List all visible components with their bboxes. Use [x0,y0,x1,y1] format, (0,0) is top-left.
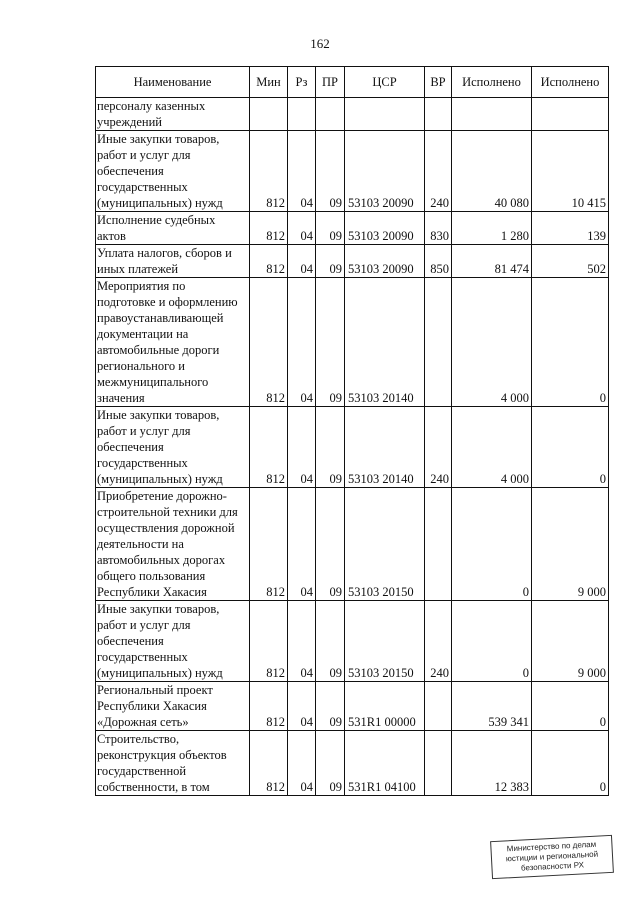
header-pr: ПР [316,67,345,98]
table-row [96,488,609,601]
cell-pr: 09 [316,601,345,682]
table-row [96,212,609,245]
cell-name: Иные закупки товаров, работ и услуг для обеспечения государственных (муниципальных) нужд [96,601,250,682]
cell-executed-2: 0 [532,682,609,731]
cell-executed-1: 4 000 [452,407,532,488]
cell-min [250,98,288,131]
cell-rz [288,98,316,131]
cell-executed-2: 139 [532,212,609,245]
cell-executed-1: 12 383 [452,731,532,796]
table-row [96,601,609,682]
cell-csr: 53103 20140 [345,278,425,407]
cell-csr: 53103 20150 [345,488,425,601]
cell-executed-1: 0 [452,601,532,682]
cell-executed-2 [532,98,609,131]
cell-executed-2: 0 [532,731,609,796]
cell-executed-2: 10 415 [532,131,609,212]
budget-execution-table [95,66,609,796]
cell-rz: 04 [288,407,316,488]
cell-vr [425,488,452,601]
header-min: Мин [250,67,288,98]
page-number: 162 [310,36,330,51]
cell-executed-2: 9 000 [532,601,609,682]
cell-pr: 09 [316,278,345,407]
stamp-line-1: Министерство по делам [506,839,597,854]
cell-pr: 09 [316,245,345,278]
cell-min: 812 [250,601,288,682]
cell-vr: 850 [425,245,452,278]
cell-rz: 04 [288,131,316,212]
cell-csr: 53103 20090 [345,131,425,212]
cell-name: Региональный проект Республики Хакасия «Дорожная сеть» [96,682,250,731]
cell-executed-2: 0 [532,407,609,488]
cell-rz: 04 [288,731,316,796]
header-name: Наименование [96,67,250,98]
header-executed-2: Исполнено [532,67,609,98]
cell-vr: 240 [425,601,452,682]
cell-executed-1: 0 [452,488,532,601]
cell-executed-1: 40 080 [452,131,532,212]
cell-min: 812 [250,245,288,278]
cell-csr: 531R1 04100 [345,731,425,796]
cell-pr: 09 [316,131,345,212]
table-header-row [96,67,609,98]
header-vr: ВР [425,67,452,98]
cell-name: Иные закупки товаров, работ и услуг для обеспечения государственных (муниципальных) нужд [96,131,250,212]
cell-pr: 09 [316,682,345,731]
cell-pr: 09 [316,212,345,245]
cell-pr [316,98,345,131]
cell-min: 812 [250,212,288,245]
cell-vr: 240 [425,131,452,212]
cell-vr [425,731,452,796]
cell-executed-1: 81 474 [452,245,532,278]
cell-rz: 04 [288,245,316,278]
cell-csr: 53103 20140 [345,407,425,488]
cell-executed-1: 4 000 [452,278,532,407]
cell-name: Исполнение судебных актов [96,212,250,245]
cell-name: Строительство, реконструкция объектов государственной собственности, в том [96,731,250,796]
ministry-stamp [490,835,614,879]
cell-min: 812 [250,682,288,731]
cell-rz: 04 [288,278,316,407]
cell-min: 812 [250,488,288,601]
cell-csr: 531R1 00000 [345,682,425,731]
cell-vr: 240 [425,407,452,488]
cell-vr [425,682,452,731]
cell-executed-1: 539 341 [452,682,532,731]
cell-vr [425,98,452,131]
cell-rz: 04 [288,601,316,682]
table-row [96,278,609,407]
table-row [96,407,609,488]
cell-rz: 04 [288,682,316,731]
cell-pr: 09 [316,731,345,796]
header-executed-1: Исполнено [452,67,532,98]
cell-name: персоналу казенных учреждений [96,98,250,131]
cell-vr: 830 [425,212,452,245]
cell-min: 812 [250,731,288,796]
cell-executed-2: 502 [532,245,609,278]
cell-min: 812 [250,278,288,407]
cell-pr: 09 [316,488,345,601]
cell-rz: 04 [288,212,316,245]
cell-vr [425,278,452,407]
cell-name: Иные закупки товаров, работ и услуг для обеспечения государственных (муниципальных) нужд [96,407,250,488]
table-row [96,731,609,796]
header-csr: ЦСР [345,67,425,98]
cell-executed-2: 0 [532,278,609,407]
cell-executed-1: 1 280 [452,212,532,245]
cell-rz: 04 [288,488,316,601]
cell-executed-2: 9 000 [532,488,609,601]
cell-min: 812 [250,131,288,212]
table-row [96,98,609,131]
cell-name: Уплата налогов, сборов и иных платежей [96,245,250,278]
cell-min: 812 [250,407,288,488]
cell-csr [345,98,425,131]
cell-executed-1 [452,98,532,131]
table-row [96,245,609,278]
header-rz: Рз [288,67,316,98]
cell-csr: 53103 20090 [345,245,425,278]
cell-name: Мероприятия по подготовке и оформлению правоустанавливающей документации на автомобильные дороги регионального и межмуниципального значения [96,278,250,407]
cell-pr: 09 [316,407,345,488]
table-row [96,131,609,212]
stamp-line-2: юстиции и региональной [505,849,599,864]
table-row [96,682,609,731]
cell-csr: 53103 20150 [345,601,425,682]
cell-name: Приобретение дорожно-строительной техники для осуществления дорожной деятельности на автомобильных дорогах общего пользования Республики Хакасия [96,488,250,601]
cell-csr: 53103 20090 [345,212,425,245]
stamp-line-3: безопасности РХ [520,860,585,873]
